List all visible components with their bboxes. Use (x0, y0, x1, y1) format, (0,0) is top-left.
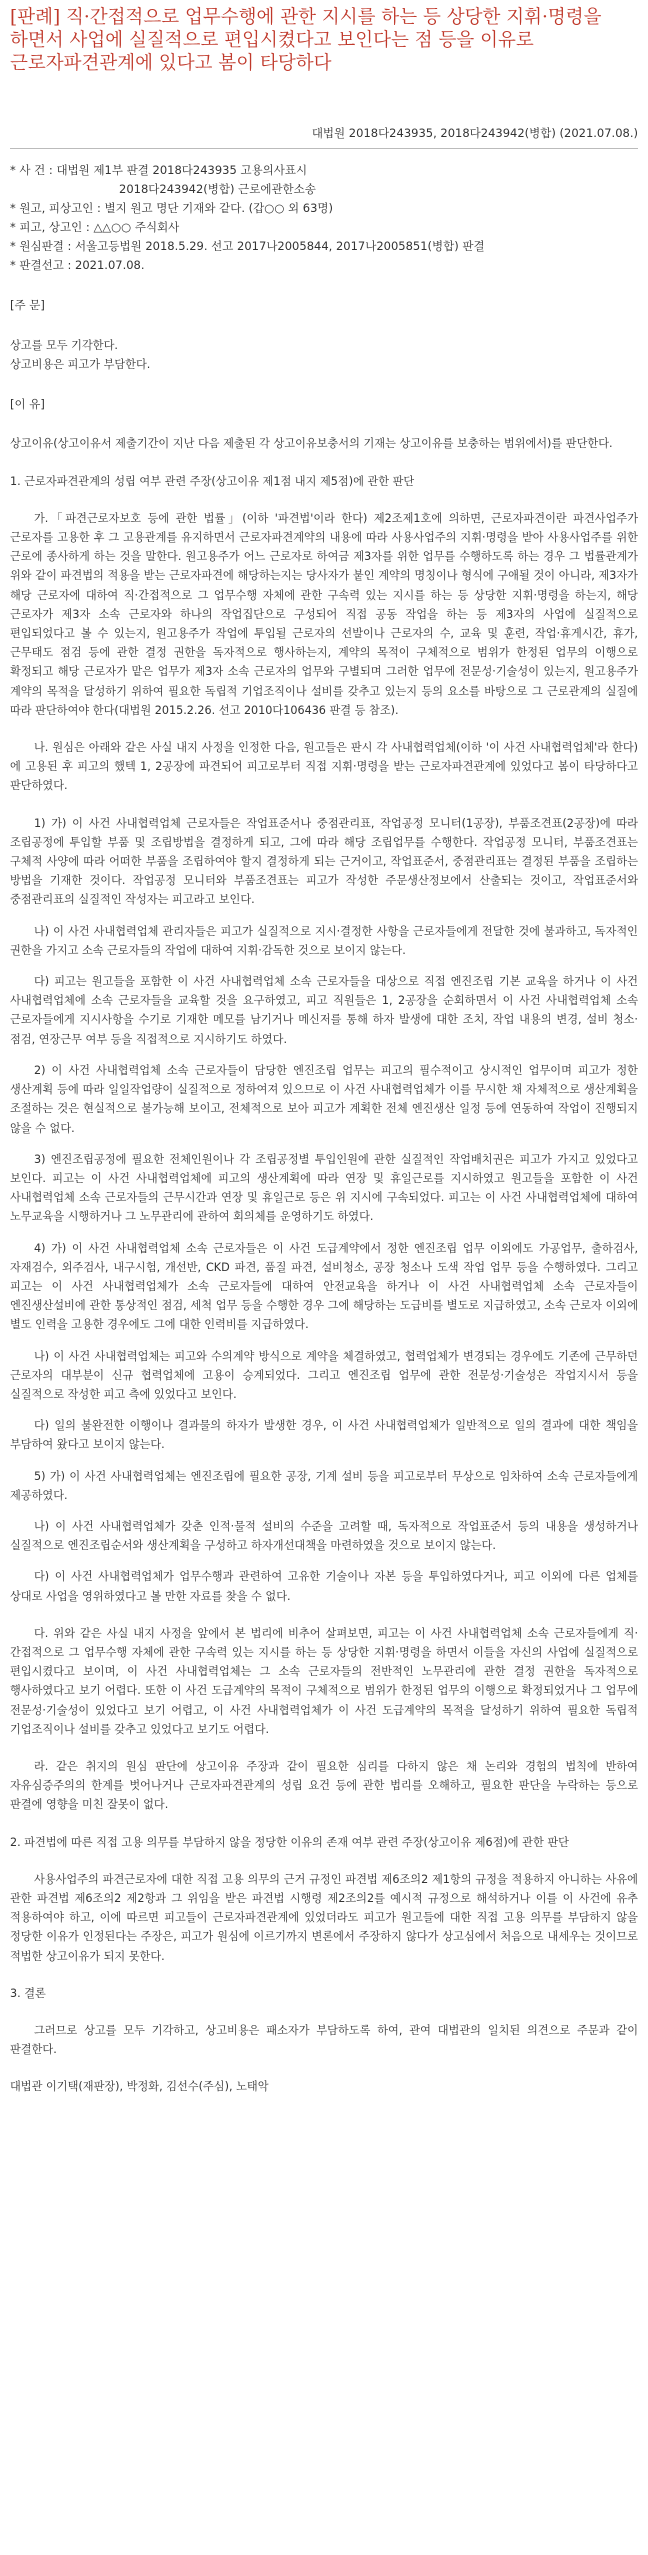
info-decision-date: * 판결선고 : 2021.07.08. (10, 258, 145, 272)
paragraph-na-4-b: 나) 이 사건 사내협력업체는 피고와 수의계약 방식으로 계약을 체결하였고, 협력업체가 변경되는 경우에도 기존에 근무하던 근로자의 대부분이 신규 협력업체에 고용이 승계되었다. 그리고 엔진조립 업무에 관한 전문성·기술성은 작업지시서 등을 실질적으로 작성한 피고 측에 있었다고 보인다. (10, 1349, 638, 1401)
paragraph-na-5-c: 다) 이 사건 사내협력업체가 업무수행과 관련하여 고유한 기술이나 자본 등을 투입하였다거나, 피고 이외에 다른 업체를 상대로 사업을 영위하였다고 볼 만한 자료를 찾을 수 없다. (10, 1570, 638, 1603)
divider (10, 148, 638, 149)
info-lower-judgment: * 원심판결 : 서울고등법원 2018.5.29. 선고 2017나2005844, 2017나2005851(병합) 판결 (10, 239, 485, 253)
reason-intro: 상고이유(상고이유서 제출기간이 지난 다음 제출된 각 상고이유보충서의 기재는 상고이유를 보충하는 범위에서)를 판단한다. (10, 437, 613, 451)
paragraph-na-1: 1) 가) 이 사건 사내협력업체 근로자들은 작업표준서나 중점관리표, 작업공정 모니터(1공장), 부품조견표(2공장)에 따라 조립공정에 투입할 부품 및 조립방법을 결정하게 되고, 그에 따라 해당 조립업무를 수행한다. 작업공정 모니터, 부품조견표는 구체적 사양에 따라 어떠한 부품을 조립하여야 할지 결정하게 되는 근거이고, 작업표준서, 중점관리표는 결정된 부품을 조립하는 방법을 기재한 것이다. 작업공정 모니터와 부품조견표는 피고가 작성한 주문생산정보에서 산출되는 것이고, 작업표준서와 중점관리표의 실질적인 작성자는 피고라고 보인다. (10, 816, 638, 907)
section-1-heading: 1. 근로자파견관계의 성립 여부 관련 주장(상고이유 제1점 내지 제5점)에 관한 판단 (10, 474, 415, 488)
section-2-heading: 2. 파견법에 따른 직접 고용 의무를 부담하지 않을 정당한 이유의 존재 여부 관련 주장(상고이유 제6점)에 관한 판단 (10, 1835, 569, 1849)
info-case-merged: 2018다243942(병합) 근로에관한소송 (119, 182, 316, 196)
paragraph-na-1-c: 다) 피고는 원고들을 포함한 이 사건 사내협력업체 소속 근로자들을 대상으로 직접 엔진조립 기본 교육을 하거나 이 사건 사내협력업체에 소속 근로자들을 교육할 것을 요구하였고, 피고 직원들은 1, 2공장을 순회하면서 이 사건 사내협력업체 소속 근로자들에게 지시사항을 수기로 기재한 메모를 남기거나 메신저를 통해 하자 발생에 대한 조치, 작업 내용의 변경, 설비 청소·점검, 연장근무 여부 등을 직접적으로 지시하기도 하였다. (10, 975, 638, 1046)
section-3-body: 그러므로 상고를 모두 기각하고, 상고비용은 패소자가 부담하도록 하여, 관여 대법관의 일치된 의견으로 주문과 같이 판결한다. (10, 2024, 638, 2057)
judges-signature: 대법관 이기택(재판장), 박정화, 김선수(주심), 노태악 (10, 2080, 269, 2094)
paragraph-da: 다. 위와 같은 사실 내지 사정을 앞에서 본 법리에 비추어 살펴보면, 피고는 이 사건 사내협력업체 소속 근로자들에게 직·간접적으로 그 업무수행 자체에 관한 구속력 있는 지시를 하는 등 상당한 지휘·명령을 하면서 이들을 자신의 사업에 실질적으로 편입시켰다고 보이며, 이 사건 사내협력업체는 그 소속 근로자들의 전반적인 노무관리에 관한 결정 권한을 독자적으로 행사하였다고 보기 어렵다. 또한 이 사건 도급계약의 목적이 구체적으로 범위가 한정된 업무의 이행으로 확정되었거나 그 업무에 전문성·기술성이 있었다고 보기 어렵고, 이 사건 사내협력업체가 이 사건 도급계약의 목적을 달성하기 위하여 필요한 독립적 기업조직이나 설비를 갖추고 있었다고 보기도 어렵다. (10, 1626, 638, 1736)
paragraph-ra: 라. 같은 취지의 원심 판단에 상고이유 주장과 같이 필요한 심리를 다하지 않은 채 논리와 경험의 법칙에 반하여 자유심증주의의 한계를 벗어나거나 근로자파견관계의 성립 요건 등에 관한 법리를 오해하고, 필요한 판단을 누락하는 등으로 판결에 영향을 미친 잘못이 없다. (10, 1759, 638, 1812)
paragraph-na-1-b: 나) 이 사건 사내협력업체 관리자들은 피고가 실질적으로 지시·결정한 사항을 근로자들에게 전달한 것에 불과하고, 독자적인 권한을 가지고 소속 근로자들의 작업에 대하여 지휘·감독한 것으로 보이지 않는다. (10, 924, 638, 957)
order-item: 상고를 모두 기각한다. (10, 339, 118, 352)
paragraph-na-3: 3) 엔진조립공정에 필요한 전체인원이나 각 조립공정별 투입인원에 관한 실질적인 작업배치권은 피고가 가지고 있었다고 보인다. 피고는 이 사건 사내협력업체에 피고의 생산계획에 따라 연장 및 휴일근로를 지시하였고 원고들을 포함한 이 사건 사내협력업체 소속 근로자들의 근무시간과 연장 및 휴일근로 등은 위 지시에 구속되었다. 피고는 이 사건 사내협력업체에 대하여 노무교육을 시행하거나 그 노무관리에 관하여 회의체를 운영하기도 하였다. (10, 1152, 638, 1224)
order-item: 상고비용은 피고가 부담한다. (10, 358, 151, 372)
info-plaintiff: * 원고, 피상고인 : 별지 원고 명단 기재와 같다. (갑○○ 외 63명) (10, 201, 333, 215)
paragraph-na-5-b: 나) 이 사건 사내협력업체가 갖춘 인적·물적 설비의 수준을 고려할 때, 독자적으로 작업표준서 등의 내용을 생성하거나 실질적으로 엔진조립순서와 생산계획을 구성하고 하자개선대책을 마련하였을 것으로 보이지 않는다. (10, 1519, 638, 1553)
order-section (10, 336, 638, 374)
paragraph-na-4-c: 다) 일의 불완전한 이행이나 결과물의 하자가 발생한 경우, 이 사건 사내협력업체가 일반적으로 일의 결과에 대한 책임을 부담하여 왔다고 보이지 않는다. (10, 1419, 638, 1452)
info-case: * 사 건 : 대법원 제1부 판결 2018다243935 고용의사표시 (10, 163, 308, 177)
order-heading: [주 문] (10, 298, 45, 312)
info-defendant: * 피고, 상고인 : △△○○ 주식회사 (10, 220, 180, 234)
case-info (10, 161, 638, 275)
page-title: [판례] 직·간접적으로 업무수행에 관한 지시를 하는 등 상당한 지휘·명령을 하면서 사업에 실질적으로 편입시켰다고 보인다는 점 등을 이유로 근로자파견관계에 있다고 봄이 타당하다 (10, 7, 602, 74)
paragraph-ga: 가.「파견근로자보호 등에 관한 법률」(이하 '파견법'이라 한다) 제2조제1호에 의하면, 근로자파견이란 파견사업주가 근로자를 고용한 후 그 고용관계를 유지하면서 근로자파견계약의 내용에 따라 사용사업주의 지휘·명령을 받아 사용사업주를 위한 근로에 종사하게 하는 것을 말한다. 원고용주가 어느 근로자로 하여금 제3자를 위한 업무를 수행하도록 하는 경우 그 법률관계가 위와 같이 파견법의 적용을 받는 근로자파견에 해당하는지는 당사자가 붙인 계약의 명칭이나 형식에 구애될 것이 아니라, 제3자가 해당 근로자에 대하여 직·간접적으로 그 업무수행 자체에 관한 구속력 있는 지시를 하는 등 상당한 지휘·명령을 하는지, 해당 근로자가 제3자 소속 근로자와 하나의 작업집단으로 구성되어 직접 공동 작업을 하는 등 제3자의 사업에 실질적으로 편입되었다고 볼 수 있는지, 원고용주가 작업에 투입될 근로자의 선발이나 근로자의 수, 교육 및 훈련, 작업·휴게시간, 휴가, 근무태도 점검 등에 관한 결정 권한을 독자적으로 행사하는지, 계약의 목적이 구체적으로 범위가 한정된 업무의 이행으로 확정되고 해당 근로자가 맡은 업무가 제3자 소속 근로자의 업무와 구별되며 그러한 업무에 전문성·기술성이 있는지, 원고용주가 계약의 목적을 달성하기 위하여 필요한 독립적 기업조직이나 설비를 갖추고 있는지 등의 요소를 바탕으로 그 근로관계의 실질에 따라 판단하여야 한다(대법원 2015.2.26. 선고 2010다106436 판결 등 참조). (10, 511, 638, 717)
case-meta: 대법원 2018다243935, 2018다243942(병합) (2021.07.08.) (311, 126, 638, 140)
reason-section (10, 434, 638, 2096)
paragraph-na: 나. 원심은 아래와 같은 사실 내지 사정을 인정한 다음, 원고들은 판시 각 사내협력업체(이하 '이 사건 사내협력업체'라 한다)에 고용된 후 피고의 했텍 1, 2공장에 파견되어 피고로부터 직접 지휘·명령을 받는 근로자파견관계에 있었다고 봄이 타당하다고 판단하였다. (10, 741, 638, 793)
paragraph-na-2: 2) 이 사건 사내협력업체 소속 근로자들이 담당한 엔진조립 업무는 피고의 필수적이고 상시적인 업무이며 피고가 정한 생산계획 등에 따라 일일작업량이 실질적으로 정하여져 있으므로 이 사건 사내협력업체가 이를 무시한 채 자체적으로 생산계획을 조절하는 것은 현실적으로 불가능해 보이고, 전체적으로 보아 피고가 계획한 전체 엔진생산 일정 등에 연동하여 작업이 진행되지 않을 수 없다. (10, 1063, 638, 1135)
section-3-heading: 3. 결론 (10, 1986, 46, 2000)
section-2-body: 사용사업주의 파견근로자에 대한 직접 고용 의무의 근거 규정인 파견법 제6조의2 제1항의 규정을 적용하지 아니하는 사유에 관한 파견법 제6조의2 제2항과 그 위임을 받은 파견법 시행령 제2조의2를 예시적 규정으로 해석하거나 이를 이 사건에 유추 적용하여야 하고, 이에 따르면 피고들이 근로자파견관계에 있었더라도 피고가 원고들에 대한 직접 고용 의무를 부담하지 않을 정당한 이유가 인정된다는 주장은, 피고가 원심에 이르기까지 변론에서 주장하지 않다가 상고심에서 처음으로 내세우는 것이므로 적법한 상고이유가 되지 못한다. (10, 1872, 638, 1963)
reason-heading: [이 유] (10, 397, 45, 412)
paragraph-na-4: 4) 가) 이 사건 사내협력업체 소속 근로자들은 이 사건 도급계약에서 정한 엔진조립 업무 이외에도 가공업무, 출하검사, 자재검수, 외주검사, 내구시험, 개선반, CKD 파견, 품질 파견, 설비청소, 공장 청소나 도색 작업 업무 등을 수행하였다. 그리고 피고는 이 사건 사내협력업체가 소속 근로자들에 대하여 안전교육을 하거나 이 사건 사내협력업체 소속 근로자들이 엔진생산설비에 관한 통상적인 점검, 세척 업무 등을 수행한 경우 그에 해당하는 도급비를 별도로 지급하였고, 소속 근로자 이외에 별도 인력을 고용한 경우에도 그에 대한 인력비를 지급하였다. (10, 1241, 638, 1332)
paragraph-na-5: 5) 가) 이 사건 사내협력업체는 엔진조립에 필요한 공장, 기계 설비 등을 피고로부터 무상으로 임차하여 소속 근로자들에게 제공하였다. (10, 1469, 638, 1502)
